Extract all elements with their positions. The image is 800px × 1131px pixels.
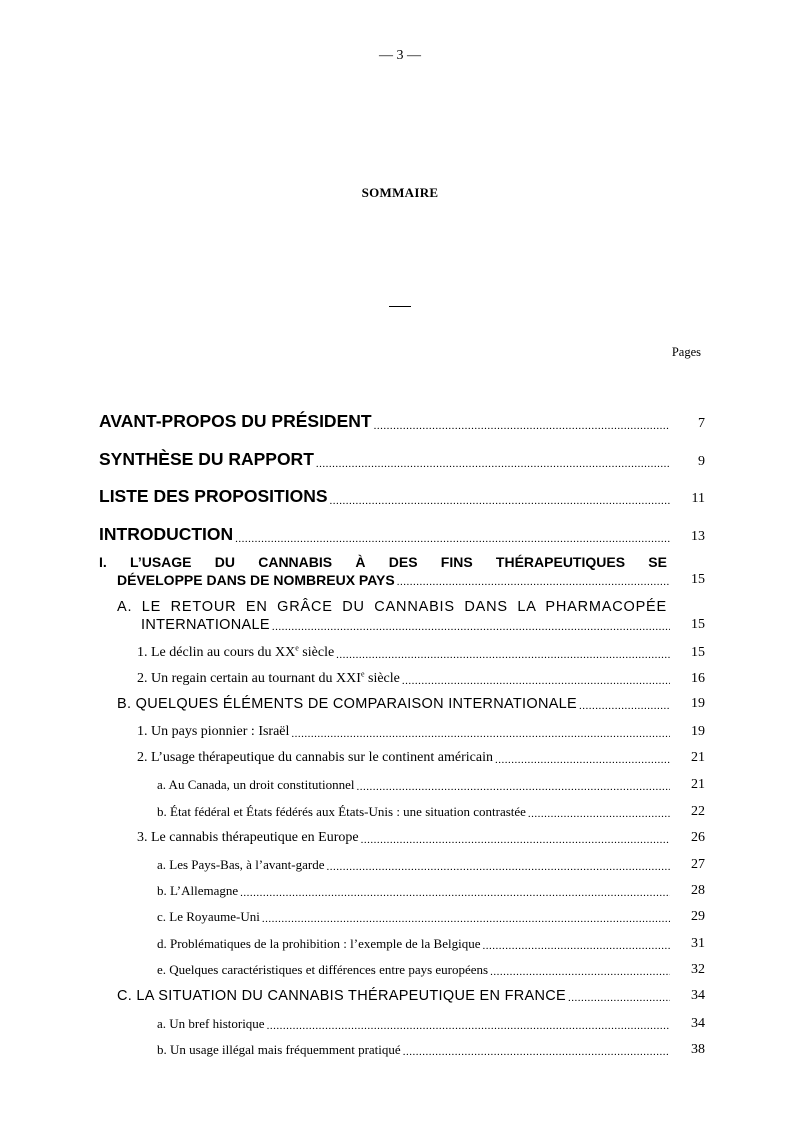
toc-entry-propositions[interactable]: [99, 486, 705, 507]
dot-leader: [568, 992, 670, 1004]
toc-entry-b3c[interactable]: [157, 909, 705, 925]
toc-entry-page: 9: [698, 454, 705, 469]
toc-entry-label: 1. Un pays pionnier : Israël: [137, 724, 290, 739]
toc-part-i-line1[interactable]: I. L’USAGE DU CANNABIS À DES FINS THÉRAPEUTIQUES SE: [99, 554, 667, 570]
toc-entry-label: AVANT-PROPOS DU PRÉSIDENT: [99, 411, 372, 431]
page-number: — 3 —: [379, 48, 421, 63]
toc-entry-label: d. Problématiques de la prohibition : l’exemple de la Belgique: [157, 936, 481, 951]
dot-leader: [327, 861, 671, 873]
toc-entry-a1[interactable]: [137, 643, 705, 661]
dot-leader: [267, 1020, 670, 1032]
toc-entry-page: 34: [691, 1016, 705, 1031]
toc-entry-label: C. LA SITUATION DU CANNABIS THÉRAPEUTIQUE EN FRANCE: [117, 988, 567, 1004]
toc-entry-page: 21: [691, 777, 705, 792]
toc-entry-page: 34: [691, 988, 705, 1003]
dot-leader: [495, 754, 670, 766]
toc-entry-page: 19: [691, 696, 705, 711]
toc-part-i[interactable]: [117, 572, 705, 588]
toc-entry-b3[interactable]: [137, 830, 705, 846]
dot-leader: [482, 940, 670, 952]
toc-entry-label: INTERNATIONALE: [141, 617, 270, 633]
toc-entry-label: b. Un usage illégal mais fréquemment pratiqué: [157, 1042, 401, 1057]
toc-entry-page: 19: [691, 724, 705, 739]
toc-entry-page: 7: [698, 416, 705, 431]
toc-entry-page: 21: [691, 750, 705, 765]
toc-entry-b3e[interactable]: [157, 962, 705, 978]
toc-entry-page: 28: [691, 883, 705, 898]
toc-entry-b1[interactable]: [137, 724, 705, 740]
toc-entry-ca[interactable]: [157, 1016, 705, 1032]
toc-entry-label: 2. Un regain certain au tournant du XXIe siècle: [137, 669, 400, 686]
toc-entry-b3d[interactable]: [157, 936, 705, 952]
dot-leader: [240, 887, 670, 899]
dot-leader: [330, 495, 670, 507]
page-title: SOMMAIRE: [361, 185, 439, 200]
toc-entry-page: 16: [691, 671, 705, 686]
toc-entry-label: e. Quelques caractéristiques et différences entre pays européens: [157, 962, 489, 977]
toc-entry-page: 11: [691, 491, 705, 506]
dot-leader: [336, 649, 670, 661]
toc-entry-b3b[interactable]: [157, 883, 705, 899]
toc-entry-page: 26: [691, 830, 705, 845]
dot-leader: [374, 420, 670, 432]
toc-entry-page: 15: [691, 617, 705, 632]
toc-entry-label: c. Le Royaume-Uni: [157, 909, 260, 924]
toc-entry-page: 15: [691, 645, 705, 660]
toc-entry-label: a. Au Canada, un droit constitutionnel: [157, 777, 355, 792]
toc-entry-page: 31: [691, 936, 705, 951]
toc-entry-label: 2. L’usage thérapeutique du cannabis sur le continent américain: [137, 750, 493, 765]
dot-leader: [262, 913, 670, 925]
toc-entry-label: SYNTHÈSE DU RAPPORT: [99, 449, 314, 469]
dot-leader: [579, 700, 670, 712]
dot-leader: [291, 728, 670, 740]
toc-entry-b3a[interactable]: [157, 857, 705, 873]
dot-leader: [397, 576, 670, 588]
dot-leader: [490, 966, 670, 978]
toc-entry-avant-propos[interactable]: [99, 411, 705, 432]
dot-leader: [316, 458, 670, 470]
toc-entry-label: 1. Le déclin au cours du XXe siècle: [137, 643, 335, 660]
dot-leader: [272, 621, 670, 633]
toc-entry-introduction[interactable]: [99, 524, 705, 545]
dot-leader: [357, 781, 671, 793]
toc-entry-label: a. Un bref historique: [157, 1016, 265, 1031]
toc-entry-page: 22: [691, 804, 705, 819]
toc-entry-a2[interactable]: [137, 669, 705, 687]
toc-section-a-line1[interactable]: A. LE RETOUR EN GRÂCE DU CANNABIS DANS LA PHARMACOPÉE: [117, 599, 667, 615]
toc-entry-label: LISTE DES PROPOSITIONS: [99, 486, 328, 506]
toc-entry-cb[interactable]: [157, 1042, 705, 1058]
toc-entry-label: DÉVELOPPE DANS DE NOMBREUX PAYS: [117, 572, 395, 588]
toc-entry-label: B. QUELQUES ÉLÉMENTS DE COMPARAISON INTERNATIONALE: [117, 696, 578, 712]
toc-section-b[interactable]: [117, 696, 705, 712]
toc-section-a[interactable]: [141, 617, 705, 633]
toc-entry-page: 27: [691, 857, 705, 872]
toc-entry-label: b. L’Allemagne: [157, 883, 239, 898]
dot-leader: [402, 675, 670, 687]
pages-column-label: Pages: [671, 345, 701, 359]
dot-leader: [528, 808, 670, 820]
toc-entry-page: 13: [691, 529, 705, 544]
dot-leader: [361, 834, 670, 846]
toc-entry-label: b. État fédéral et États fédérés aux États-Unis : une situation contrastée: [157, 804, 526, 819]
toc-entry-page: 32: [691, 962, 705, 977]
toc-entry-b2b[interactable]: [157, 804, 705, 820]
toc-entry-b2a[interactable]: [157, 777, 705, 793]
toc-entry-label: 3. Le cannabis thérapeutique en Europe: [137, 830, 359, 845]
toc-entry-page: 15: [691, 572, 705, 587]
title-divider: [389, 306, 411, 307]
toc-entry-page: 29: [691, 909, 705, 924]
toc-section-c[interactable]: [117, 988, 705, 1004]
toc-entry-synthese[interactable]: [99, 449, 705, 470]
dot-leader: [235, 533, 670, 545]
dot-leader: [403, 1046, 670, 1058]
toc-entry-page: 38: [691, 1042, 705, 1057]
toc-entry-label: a. Les Pays-Bas, à l’avant-garde: [157, 857, 325, 872]
toc-entry-b2[interactable]: [137, 750, 705, 766]
toc-entry-label: INTRODUCTION: [99, 524, 234, 544]
